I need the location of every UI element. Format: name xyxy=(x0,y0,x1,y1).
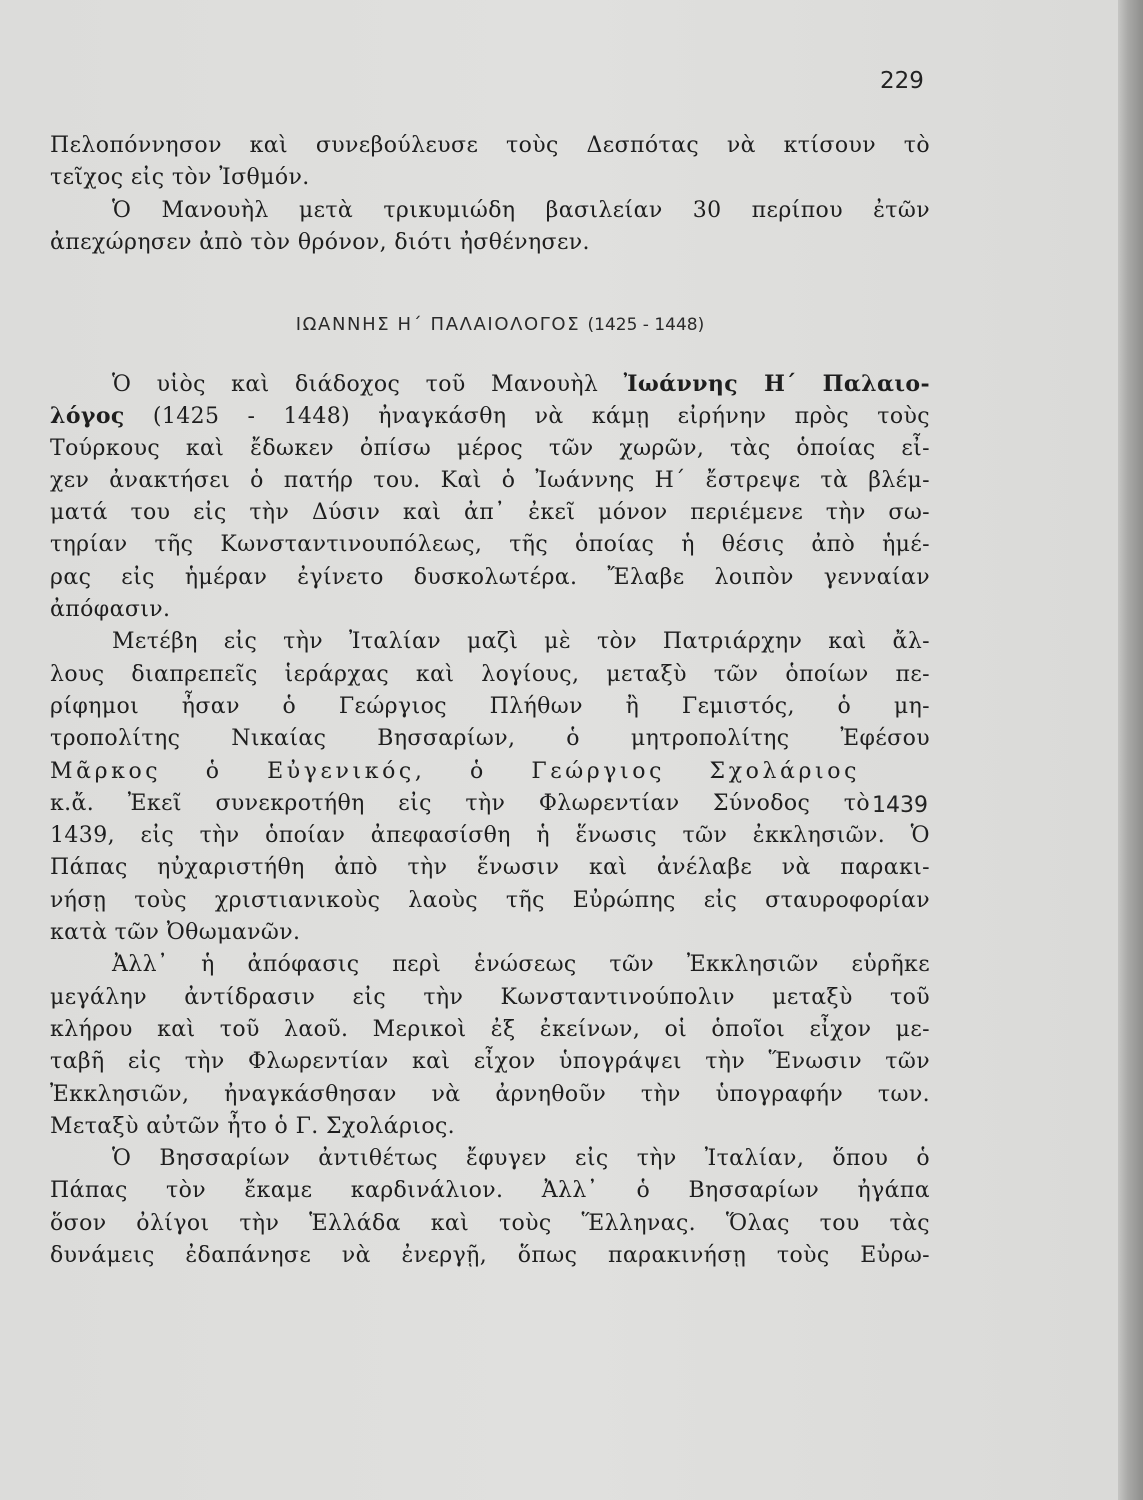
text-line: ἀπεχώρησεν ἀπὸ τὸν θρόνον, διότι ἠσθένησεν. xyxy=(50,229,590,255)
text-line xyxy=(50,368,930,400)
text-line: 1439, εἰς τὴν ὁποίαν ἀπεφασίσθη ἡ ἕνωσις τῶν ἐκκλησιῶν. Ὁ xyxy=(50,823,930,849)
text-line: ὅσον ὀλίγοι τὴν Ἑλλάδα καὶ τοὺς Ἕλληνας. Ὅλας του τὰς xyxy=(50,1210,930,1236)
text-line: Πάπας τὸν ἔκαμε καρδινάλιον. Ἀλλ᾽ ὁ Βησσαρίων ἠγάπα xyxy=(50,1178,930,1204)
text-line: ρίφημοι ἦσαν ὁ Γεώργιος Πλήθων ἢ Γεμιστός, ὁ μη- xyxy=(50,693,930,719)
text-line: Ὁ Βησσαρίων ἀντιθέτως ἔφυγεν εἰς τὴν Ἰταλίαν, ὅπου ὁ xyxy=(112,1146,930,1172)
text-line: λους διαπρεπεῖς ἱεράρχας καὶ λογίους, μεταξὺ τῶν ὁποίων πε- xyxy=(50,661,930,687)
text-segment: (1425 - 1448) ἠναγκάσθη νὰ κάμῃ εἰρήνην πρὸς τοὺς xyxy=(124,404,930,430)
section-heading-title: ΙΩΑΝΝΗΣ Η΄ ΠΑΛΑΙΟΛΟΓΟΣ xyxy=(295,314,581,335)
text-line: Ὁ Μανουὴλ μετὰ τρικυμιώδη βασιλείαν 30 περίπου ἐτῶν xyxy=(112,197,930,223)
text-line: τροπολίτης Νικαίας Βησσαρίων, ὁ μητροπολίτης Ἐφέσου xyxy=(50,726,930,752)
text-line: Μεταξὺ αὐτῶν ἦτο ὁ Γ. Σχολάριος. xyxy=(50,1113,456,1139)
page-number: 229 xyxy=(880,68,924,94)
text-line: Ἀλλ᾽ ἡ ἀπόφασις περὶ ἑνώσεως τῶν Ἐκκλησιῶν εὑρῆκε xyxy=(112,952,930,978)
text-line: ταβῆ εἰς τὴν Φλωρεντίαν καὶ εἶχον ὑπογράψει τὴν Ἕνωσιν τῶν xyxy=(50,1049,930,1075)
section-heading xyxy=(0,314,1000,335)
text-line: κλήρου καὶ τοῦ λαοῦ. Μερικοὶ ἐξ ἐκείνων, οἱ ὁποῖοι εἶχον με- xyxy=(50,1016,930,1042)
bold-name: Ἰωάννης Η΄ Παλαιο- xyxy=(623,371,930,397)
text-line: κ.ἄ. Ἐκεῖ συνεκροτήθη εἰς τὴν Φλωρεντίαν Σύνοδος τὸ xyxy=(50,790,870,816)
text-line xyxy=(50,400,930,432)
text-line: τηρίαν τῆς Κωνσταντινουπόλεως, τῆς ὁποίας ἡ θέσις ἀπὸ ἡμέ- xyxy=(50,532,930,558)
text-line: ἀπόφασιν. xyxy=(50,597,171,623)
text-line: Ἐκκλησιῶν, ἠναγκάσθησαν νὰ ἀρνηθοῦν τὴν ὑπογραφήν των. xyxy=(50,1081,930,1107)
text-segment: Ὁ υἱὸς καὶ διάδοχος τοῦ Μανουὴλ xyxy=(112,372,624,397)
main-text xyxy=(50,368,930,1272)
text-line: Μετέβη εἰς τὴν Ἰταλίαν μαζὶ μὲ τὸν Πατριάρχην καὶ ἄλ- xyxy=(112,629,930,655)
bold-name: λόγος xyxy=(50,403,125,430)
page-edge xyxy=(1118,0,1143,1500)
text-line: Τούρκους καὶ ἔδωκεν ὀπίσω μέρος τῶν χωρῶν, τὰς ὁποίας εἶ- xyxy=(50,435,930,461)
text-line: ματά του εἰς τὴν Δύσιν καὶ ἀπ᾽ ἐκεῖ μόνον περιέμενε τὴν σω- xyxy=(50,500,930,526)
margin-note: 1439 xyxy=(872,793,928,818)
text-line: ρας εἰς ἡμέραν ἐγίνετο δυσκολωτέρα. Ἔλαβε λοιπὸν γενναίαν xyxy=(50,564,930,590)
intro-paragraphs xyxy=(50,130,930,259)
text-line: Πάπας ηὐχαριστήθη ἀπὸ τὴν ἕνωσιν καὶ ἀνέλαβε νὰ παρακι- xyxy=(50,855,930,881)
text-line: δυνάμεις ἐδαπάνησε νὰ ἐνεργῇ, ὅπως παρακινήσῃ τοὺς Εὐρω- xyxy=(50,1243,930,1269)
text-line: μεγάλην ἀντίδρασιν εἰς τὴν Κωνσταντινούπολιν μεταξὺ τοῦ xyxy=(50,984,930,1010)
text-line: χεν ἀνακτήσει ὁ πατήρ του. Καὶ ὁ Ἰωάννης Η΄ ἔστρεψε τὰ βλέμ- xyxy=(50,467,930,493)
text-line: κατὰ τῶν Ὀθωμανῶν. xyxy=(50,920,301,946)
text-line: νήσῃ τοὺς χριστιανικοὺς λαοὺς τῆς Εὐρώπης εἰς σταυροφορίαν xyxy=(50,887,930,913)
text-line: Μᾶρκος ὁ Εὐγενικός, ὁ Γεώργιος Σχολάριος xyxy=(50,758,860,784)
section-heading-dates: (1425 - 1448) xyxy=(587,315,705,335)
text-line: Πελοπόννησον καὶ συνεβούλευσε τοὺς Δεσπότας νὰ κτίσουν τὸ xyxy=(50,133,930,158)
text-line: τεῖχος εἰς τὸν Ἰσθμόν. xyxy=(50,165,310,191)
